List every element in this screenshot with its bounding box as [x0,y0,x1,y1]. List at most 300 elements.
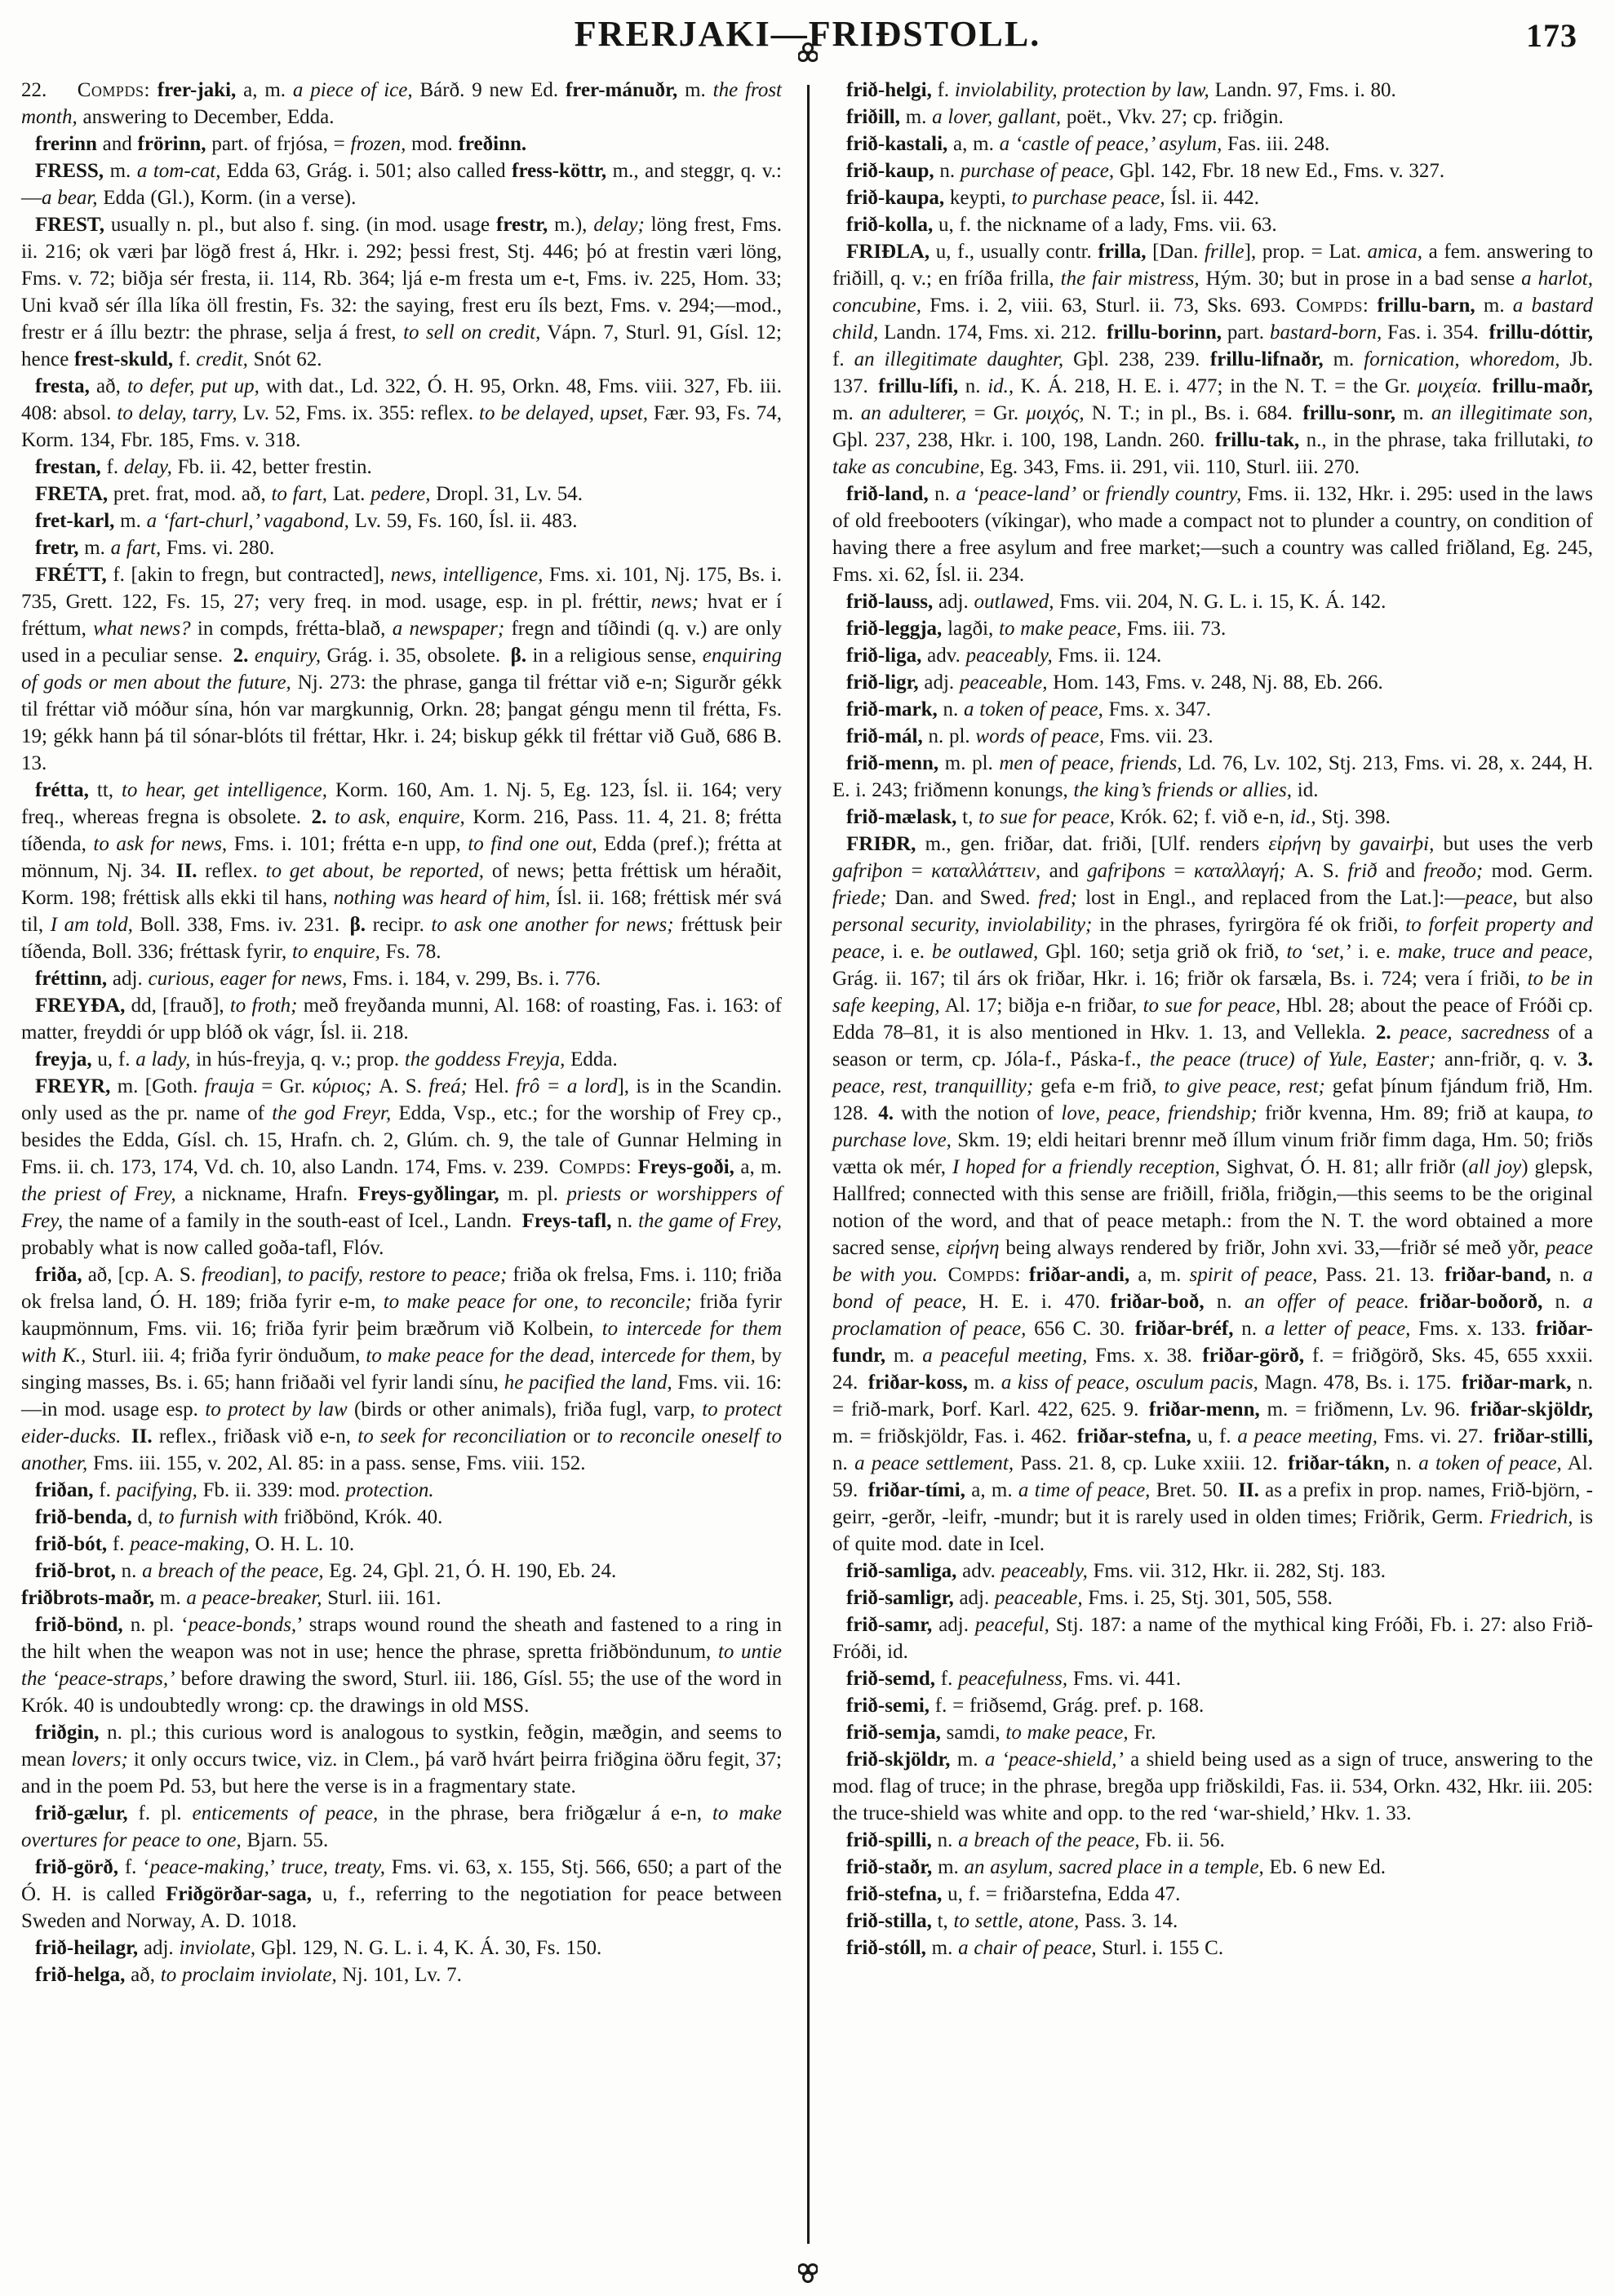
text-run: Edda 63, Grág. i. 501; also called [220,160,512,182]
text-run: frið-skjöldr, [846,1749,951,1771]
text-run: Freys-tafl, [521,1210,612,1232]
text-run: frörinn, [137,133,206,155]
text-run: εἰρήνη [1268,833,1322,855]
text-run: news; [650,591,699,613]
text-run: Grág. i. 35, obsolete. [321,645,511,667]
text-run: fréttinn, [35,968,108,990]
text-run: friðbrots-maðr, [21,1587,155,1609]
dictionary-entry [832,615,1593,642]
dictionary-entry [832,1558,1593,1585]
text-run: frauja [204,1075,255,1097]
text-run: friðgin, [35,1722,100,1744]
text-run: men of peace, friends, [999,752,1182,774]
text-run: n., in the phrase, taka frillutaki, [1299,429,1577,451]
text-run: nothing was heard of him, [333,887,551,909]
dictionary-entry [832,211,1593,238]
text-run: m. pl. [938,752,1000,774]
text-run: Fb. ii. 56. [1139,1829,1225,1851]
text-run: inviolate, [179,1937,256,1959]
text-run: Gþl. 237, 238, Hkr. i. 100, 198, Landn. 260. [832,429,1215,451]
text-run: m. [Goth. [110,1075,205,1097]
text-run: peace-bonds, [188,1614,297,1636]
text-run: a, m. [1129,1264,1190,1286]
text-run: the name of a family in the south-east of Icel., Landn. [63,1210,522,1232]
text-run: frillu-lífi, [878,375,959,397]
text-run: Korm. 216, Pass. 11. 4, 21. 8; frétta tíðenda, [21,806,782,855]
dictionary-entry [21,1719,782,1800]
text-run: f. [832,348,854,370]
text-run: f. [akin to fregn, but contracted], [106,564,391,586]
text-run: Skm. 19; eldi heitari brennr með íllum vinum friðr fimm daga, Hm. 50; friðs vætta ok mér, [832,1129,1593,1178]
dictionary-entry [832,831,1593,1558]
text-run: a peace settlement, [854,1452,1014,1474]
text-run: fretr, [35,537,79,559]
text-run: d, [131,1506,158,1528]
text-run: frið-kastali, [846,133,948,155]
text-run: II. [1238,1479,1259,1501]
trefoil-ornament-bottom-icon [798,2250,818,2283]
text-run: Pass. 21. 8, cp. Luke xxiii. 12. [1014,1452,1289,1474]
text-run: frillu-maðr, [1492,375,1593,397]
text-run: καταλλαγή; [1194,860,1286,882]
text-run: to seek for reconciliation [357,1425,567,1447]
text-run: n. [1551,1264,1583,1286]
text-run: frið-brot, [35,1560,116,1582]
text-run: Eg. 343, Fms. ii. 291, vii. 110, Sturl. iii. 270. [984,456,1360,478]
text-run: in the phrases, fyrirgöra fé ok friði, [1092,914,1406,936]
text-run: by singing masses, Bs. i. 65; hann friðaði vel fyrir landi sínu, [21,1345,782,1394]
dictionary-entry [21,1558,782,1585]
text-run: with the notion of [894,1102,1062,1124]
text-run: friede; [832,887,887,909]
text-run: to protect eider-ducks. [21,1398,782,1447]
text-run: Compds: [1296,295,1369,317]
text-run: frið-kaupa, [846,187,945,209]
text-run: a newspaper; [392,618,505,640]
text-run: καταλλάττειν, [931,860,1041,882]
text-run: answering to December, Edda. [77,106,335,128]
text-run: a letter of peace, [1264,1318,1411,1340]
text-run: friða ok frelsa, Fms. i. 110; friða ok frelsa land, Ó. H. 189; friða fyrir e-m, [21,1264,782,1313]
text-run: a bond of peace, [832,1264,1594,1313]
text-run: friðar-tími, [867,1479,965,1501]
dictionary-entry [21,992,782,1046]
text-run: a tom-cat, [136,160,221,182]
text-run: Gþl. 129, N. G. L. i. 4, K. Á. 30, Fs. 150. [255,1937,602,1959]
text-run: Fms. i. 184, v. 299, Bs. i. 776. [347,968,601,990]
text-run: frillu-barn, [1377,295,1475,317]
text-run: peaceful, [974,1614,1049,1636]
dictionary-entry [21,1800,782,1854]
text-run: 22. [21,79,78,101]
text-run: Nj. 273: the phrase, ganga til fréttar við e-n; Sigurðr gékk til fréttar við móður sína, hón var margkunnig, Orkn. 28; þangat géngu menn til frétta, Fs. 19; gékk hann þá til sónar-blóts til fréttar, Hkr. i. 24; biskup gékk til fréttar við Guð, 686 B. 13. [21,672,782,774]
text-run: a harlot, concubine, [832,268,1593,317]
text-run: in compds, frétta-blað, [190,618,393,640]
text-run: recipr. [366,914,432,936]
text-run: to make peace for the dead, intercede for them, [366,1345,756,1367]
text-run [632,1156,638,1178]
text-run: n. [611,1210,639,1232]
text-run: m. [899,106,933,128]
text-run: by [1321,833,1360,855]
text-run: to make peace, [999,618,1122,640]
text-run: Fms. x. 133. [1410,1318,1537,1340]
text-run: friðar-band, [1444,1264,1551,1286]
text-run: friðar-tákn, [1288,1452,1390,1474]
text-run: Fms. vii. 23. [1104,725,1213,747]
text-run: tt, [88,779,122,801]
text-run [1391,1022,1400,1044]
text-run: frer-jaki, [157,79,237,101]
text-run: friðar-görð, [1202,1345,1305,1367]
text-run: make, truce and peace, [1397,941,1593,963]
text-run: n. [832,1452,855,1474]
text-run: a peace-breaker, [186,1587,322,1609]
text-run: n. [937,698,965,720]
text-run: curious, eager for news, [148,968,348,990]
text-run: frið-semd, [846,1668,935,1690]
text-run: i. e. [885,941,932,963]
text-run: Fms. vii. 312, Hkr. ii. 282, Stj. 183. [1087,1560,1386,1582]
text-run: to make peace, [1005,1722,1129,1744]
text-run: gafriþon [832,860,903,882]
text-run: Fas. i. 354. [1382,321,1489,344]
text-run: Dropl. 31, Lv. 54. [430,483,583,505]
text-run: frerinn [35,133,97,155]
text-run: t, [931,1910,954,1932]
text-run: f. [93,1479,117,1501]
text-run: a breach of the peace, [958,1829,1140,1851]
text-run: frið-staðr, [846,1856,933,1878]
text-run: Edda (Gl.), Korm. (in a verse). [97,187,357,209]
text-run: löng frest, Fms. ii. 216; ok væri þar lögð frest á, Hkr. i. 292; þessi frest, Stj. 446; þó at frestin væri löng, Fms. v. 72; biðja sér fresta, ii. 114, Rb. 364; ljá e-m fresta um e-t, Fms. iv. 225, Hom. 33; Uni kvað sér ílla líka öll frestin, Fs. 32: the saying, frest eru íls bezt, Fms. v. 294;—mod., frestr er á íllu beztr: the phrase, selja á frest, [21,214,782,344]
text-run: a ‘castle of peace,’ asylum, [999,133,1222,155]
text-run: frið-menn, [846,752,939,774]
text-run: εἰρήνη [946,1237,1000,1259]
text-run: adj. [953,1587,995,1609]
text-run: O. H. L. 10. [249,1533,355,1555]
text-run: peace be with you. [832,1237,1593,1286]
text-run: to pacify, restore to peace; [287,1264,508,1286]
text-run: ], is in the Scandin. only used as the pr. name of [21,1075,782,1124]
text-run: an illegitimate son, [1431,402,1593,424]
text-run: but uses the verb [1434,833,1593,855]
text-run: frið-mark, [846,698,938,720]
text-run: frið-heilagr, [35,1937,139,1959]
text-run: a bastard child, [832,295,1593,344]
text-run: dd, [frauð], [125,995,230,1017]
text-run: pacifying, [116,1479,197,1501]
text-run: a peaceful meeting, [922,1345,1088,1367]
dictionary-entry [832,696,1593,723]
text-run: friðar-andi, [1028,1264,1130,1286]
dictionary-entry [21,1261,782,1477]
text-run: Fms. i. 2, viii. 63, Sturl. ii. 73, Sks. 693. [921,295,1297,317]
text-run: Lat. [327,483,371,505]
text-run: a ‘fart-churl,’ vagabond, [146,510,349,532]
text-run: n. [1542,1291,1583,1313]
text-run: mod. [406,133,459,155]
text-run: með freyðanda munni, Al. 168: of roasting, Fas. i. 163: of matter, freyddi ór upp blóð ok vágr, Ísl. ii. 218. [21,995,782,1044]
text-run: to settle, atone, [953,1910,1080,1932]
text-run: 2. [311,806,327,828]
column-left [21,77,782,1988]
text-run: FRIÐR, [846,833,916,855]
text-run: frið-bönd, [35,1614,123,1636]
text-run: κύριος; [312,1075,372,1097]
text-run: Landn. 97, Fms. i. 80. [1209,79,1396,101]
text-run: ) glepsk, Hallfred; connected with this sense are friðill, friðla, friðgin,—this seems to be the original notion of the word, and that of peace metaph.: from the N. T. the word obtained a more sacred sense, [832,1156,1593,1259]
text-run: friðar-boðorð, [1419,1291,1543,1313]
dictionary-entry [832,642,1593,669]
text-run: m. = friðmenn, Lv. 96. [1259,1398,1471,1421]
text-run: frið-samliga, [846,1560,957,1582]
text-run: priests or worshippers of Frey, [21,1183,782,1232]
text-run: Friðgörðar-saga, [166,1883,312,1905]
text-run: Pass. 21. 13. [1317,1264,1445,1286]
text-run: gefa e-m frið, [1033,1075,1165,1097]
text-run: frið-samr, [846,1614,933,1636]
text-run: frillu-tak, [1214,429,1300,451]
text-run: or [566,1425,597,1447]
dictionary-entry [21,1611,782,1719]
text-run: friða fyrir kaupmönnum, Fms. vii. 16; friða fyrir þeim bræðrum við Kolbein, [21,1291,782,1340]
dictionary-entry [21,481,782,508]
text-run: 2. [233,645,249,667]
text-run: I hoped for a friendly reception, [952,1156,1220,1178]
text-run: frest-skuld, [74,348,174,370]
text-run: with dat., Ld. 322, Ó. H. 95, Orkn. 48, Fms. viii. 327, Fb. iii. 408: absol. [21,375,783,424]
text-run: n. = frið-mark, Þorf. Karl. 422, 625. 9. [832,1372,1593,1421]
text-run: Krók. 62; f. við e-n, [1114,806,1290,828]
text-run [121,1425,131,1447]
dictionary-entry [21,777,782,965]
text-run: m. [1395,402,1431,424]
text-run: delay; [593,214,645,236]
text-run: Lv. 59, Fs. 160, Ísl. ii. 483. [348,510,578,532]
text-run: friðar-koss, [867,1372,968,1394]
text-run: Stj. 187: a name of the mythical king Fróði, Fb. i. 27: also Frið-Fróði, id. [832,1614,1593,1663]
dictionary-entry [21,1961,782,1988]
text-run: m. [950,1749,985,1771]
text-run: II. [175,860,197,882]
page-number: 173 [1526,17,1577,54]
text-run: Boll. 338, Fms. iv. 231. [132,914,350,936]
text-run: Korm. 160, Am. 1. Nj. 5, Eg. 123, Ísl. ii. 164; very freq., whereas fregna is obsolete. [21,779,782,828]
text-run: to make overtures for peace to one, [21,1802,782,1851]
column-right [832,77,1593,1988]
text-run: frið-semi, [846,1695,930,1717]
text-run: m. [1323,348,1364,370]
text-run: frið-kaup, [846,160,934,182]
dictionary-entry [832,1692,1593,1719]
text-run: in the phrase, bera friðgælur á e-n, [378,1802,712,1824]
text-run: news, intelligence, [390,564,544,586]
text-run: a, m. [236,79,293,101]
text-run: gavairþi, [1360,833,1435,855]
text-run: and [1377,860,1424,882]
text-run: friðar-stilli, [1493,1425,1594,1447]
text-run: a time of peace, [1018,1479,1151,1501]
text-run: Fms. vi. 63, x. 155, Stj. 566, 650; a part of the Ó. H. is called [21,1856,782,1905]
text-run: an adulterer, [860,402,967,424]
text-run: adj. [918,672,960,694]
text-run: Nj. 101, Lv. 7. [336,1964,462,1986]
text-run: Edda. [565,1048,618,1070]
text-run: freodian [202,1264,270,1286]
text-run: the priest of Frey, [21,1183,176,1205]
dictionary-entry [832,481,1593,588]
text-run: enticements of peace, [192,1802,379,1824]
text-run: frið-samligr, [846,1587,954,1609]
text-run: frille [1205,241,1245,263]
text-run: to sue for peace, [978,806,1115,828]
text-run: Edda, Vsp., etc.; for the worship of Frey cp., besides the Edda, Gísl. ch. 15, Hrafn. ch. 2, Glúm. ch. 9, the tale of Gunnar Helming in Fms. ii. ch. 173, 174, Vd. ch. 10, also Landn. 174, Fms. v. 239. [21,1102,782,1178]
text-run: FRÉTT, [35,564,107,586]
text-run: adj. [107,968,149,990]
text-run: friðar-fundr, [832,1318,1593,1367]
dictionary-entry [21,1504,782,1531]
text-run: frið-leggja, [846,618,943,640]
text-run: to reconcile oneself to another, [21,1425,782,1474]
text-run: friðbönd, Krók. 40. [277,1506,443,1528]
text-run: Ld. 76, Lv. 102, Stj. 213, Fms. vi. 28, x. 244, H. E. i. 243; friðmenn konungs, [832,752,1593,801]
text-run: peaceable, [959,672,1048,694]
text-run: Bjarn. 55. [241,1829,329,1851]
text-run: adj. [932,1614,975,1636]
text-run: f. [107,1533,131,1555]
text-run: n. [1233,1318,1265,1340]
dictionary-entry [832,1881,1593,1908]
text-run: peacefulness, [958,1668,1068,1690]
text-run: frô = a lord [516,1075,618,1097]
text-run: N. T.; in pl., Bs. i. 684. [1084,402,1303,424]
text-run: β. [510,645,527,667]
text-run: f. [935,1668,959,1690]
text-run: frillu-lifnaðr, [1209,348,1324,370]
text-run: Edda (pref.); frétta at mönnum, Nj. 34. [21,833,782,882]
text-run: credit, [196,348,248,370]
text-run: frið-spilli, [846,1829,932,1851]
text-run: FRIÐLA, [846,241,930,263]
text-run: peaceable, [995,1587,1083,1609]
text-run: to ask for news, [93,833,228,855]
text-run: Dan. and Swed. [886,887,1039,909]
text-run: lovers; [71,1749,128,1771]
text-run: friðar-bréf, [1134,1318,1234,1340]
dictionary-entry [832,1908,1593,1935]
text-run: a fart, [110,537,162,559]
text-run: frestr, [496,214,548,236]
text-run: að, [89,375,127,397]
text-run: Fms. vi. 441. [1067,1668,1182,1690]
dictionary-entry [832,1719,1593,1746]
text-run: to hear, get intelligence, [121,779,328,801]
text-run: frið-mælask, [846,806,957,828]
dictionary-entry [21,1935,782,1961]
dictionary-entry [21,131,782,157]
text-run: peace, sacredness [1400,1022,1550,1044]
text-run: to give peace, rest; [1164,1075,1325,1097]
text-run: Jb. 137. [832,348,1593,397]
text-run: adj. [138,1937,180,1959]
text-run: m. [78,537,111,559]
text-run: Fms. x. 347. [1103,698,1211,720]
text-run: Stj. 398. [1316,806,1391,828]
text-run: Fs. 78. [379,941,441,963]
text-run: μοιχός, [1026,402,1085,424]
text-run: frið-stefna, [846,1883,943,1905]
text-run: frið-semja, [846,1722,941,1744]
text-run: outlawed, [974,591,1054,613]
text-run: is of quite mod. date in Icel. [832,1506,1593,1555]
text-run: u, f. = friðarstefna, Edda 47. [942,1883,1181,1905]
text-run: m. [967,1372,1001,1394]
text-run: Fr. [1128,1722,1156,1744]
text-run: a piece of ice, [292,79,413,101]
text-run: fresta, [35,375,90,397]
text-run: Bárð. 9 new Ed. [412,79,566,101]
text-run: f. pl. [127,1802,193,1824]
text-run: 3. [1577,1048,1593,1070]
text-run: frið-land, [846,483,929,505]
text-run: m. [114,510,147,532]
text-run: frillu-borinn, [1107,321,1222,344]
text-run: FREST, [35,214,104,236]
text-run: m. [932,1856,965,1878]
text-run: f. [931,79,955,101]
text-run: ’ straps wound round the sheath and fastened to a ring in the hilt when the weapon was not in use; hence the phrase, spretta friðböndunum, [21,1614,782,1663]
text-run: of a season or term, cp. Jóla-f., Páska-f., [832,1022,1593,1070]
text-run: n. pl.; this curious word is analogous to systkin, feðgin, mæðgin, and seems to mean [21,1722,782,1771]
text-run: Compds: [558,1156,632,1178]
text-run: m. [677,79,713,101]
text-run: n. [928,483,956,505]
text-run: Fas. iii. 248. [1222,133,1330,155]
dictionary-entry [832,77,1593,104]
text-run: frétta, [35,779,89,801]
text-run: ], prop. = Lat. [1244,241,1368,263]
text-run: freyja, [35,1048,92,1070]
text-run: Hbl. 28; about the peace of Fróði cp. Edda 78–81, it is also mentioned in Hkv. 1. 13, and Vellekla. [832,995,1594,1044]
dictionary-entry [832,131,1593,157]
text-run: m. [154,1587,187,1609]
text-run: Snót 62. [247,348,322,370]
text-run: n. [1389,1452,1419,1474]
text-run: id., [987,375,1014,397]
text-run: mod. Germ. [1483,860,1593,882]
text-run: FRETA, [35,483,109,505]
text-run: K. Á. 218, H. E. i. 477; in the N. T. = the Gr. [1014,375,1418,397]
text-run: part. [1222,321,1270,344]
text-run: the game of Frey, [638,1210,783,1232]
text-run: fred; [1038,887,1078,909]
text-run: (birds or other animals), friða fugl, varp, [347,1398,703,1421]
text-run: Hým. 30; but in prose in a bad sense [1199,268,1522,290]
text-run: m. = friðskjöldr, Fas. i. 462. [832,1425,1077,1447]
text-run: m. [832,402,861,424]
text-run: Pass. 3. 14. [1079,1910,1178,1932]
text-run: peace, rest, tranquillity; [832,1075,1034,1097]
dictionary-entry [21,77,782,131]
dictionary-entry [21,1046,782,1073]
text-run: frilla, [1098,241,1147,263]
text-run: to forfeit property and peace, [832,914,1593,963]
text-run: an illegitimate daughter, [854,348,1064,370]
dictionary-entry [21,561,782,777]
text-run: fregn and tíðindi (q. v.) are only used in a peculiar sense. [21,618,782,667]
page-title: FRERJAKI—FRIÐSTOLL. [574,14,1041,54]
